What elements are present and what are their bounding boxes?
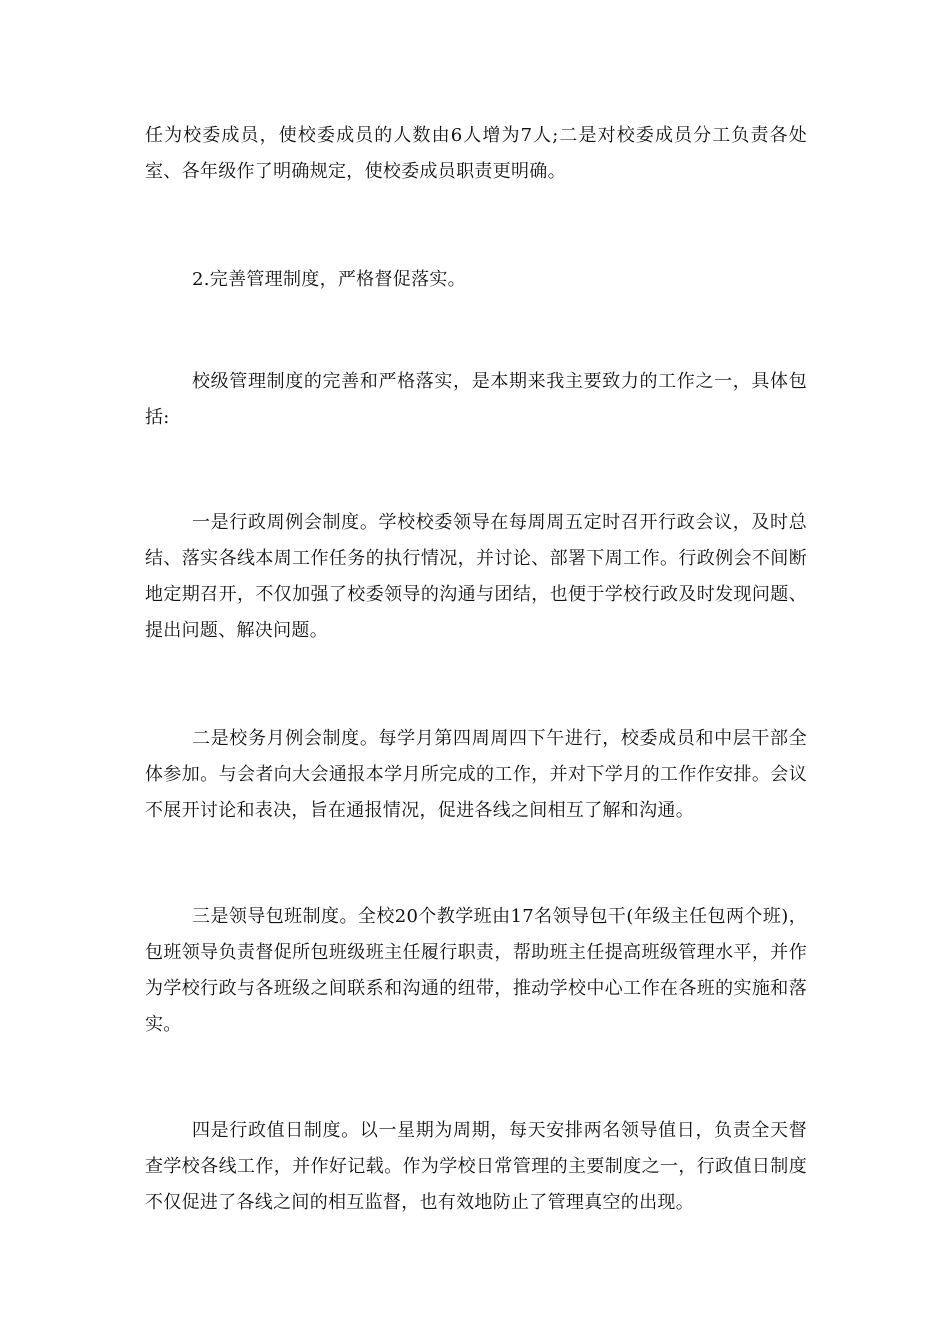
paragraph-intro: 校级管理制度的完善和严格落实，是本期来我主要致力的工作之一，具体包括: bbox=[145, 371, 807, 428]
paragraph-item-1: 一是行政周例会制度。学校校委领导在每周周五定时召开行政会议，及时总结、落实各线本周工作任务的执行情况，并讨论、部署下周工作。行政例会不间断地定期召开，不仅加强了校委领导的沟通与团结，也便于学校行政及时发现问题、提出问题、解决问题。 bbox=[145, 512, 807, 641]
paragraph-item-2: 二是校务月例会制度。每学月第四周周四下午进行，校委成员和中层干部全体参加。与会者向大会通报本学月所完成的工作，并对下学月的工作作安排。会议不展开讨论和表决，旨在通报情况，促进各线之间相互了解和沟通。 bbox=[145, 728, 807, 821]
section-heading: 2.完善管理制度，严格督促落实。 bbox=[192, 269, 466, 290]
paragraph-item-4: 四是行政值日制度。以一星期为周期，每天安排两名领导值日，负责全天督查学校各线工作，并作好记载。作为学校日常管理的主要制度之一，行政值日制度不仅促进了各线之间的相互监督，也有效地防止了管理真空的出现。 bbox=[145, 1120, 807, 1213]
paragraph-continuation: 任为校委成员，使校委成员的人数由6人增为7人;二是对校委成员分工负责各处室、各年级作了明确规定，使校委成员职责更明确。 bbox=[145, 125, 807, 182]
paragraph-item-3: 三是领导包班制度。全校20个教学班由17名领导包干(年级主任包两个班)，包班领导负责督促所包班级班主任履行职责，帮助班主任提高班级管理水平，并作为学校行政与各班级之间联系和沟通的纽带，推动学校中心工作在各班的实施和落实。 bbox=[145, 906, 807, 1035]
